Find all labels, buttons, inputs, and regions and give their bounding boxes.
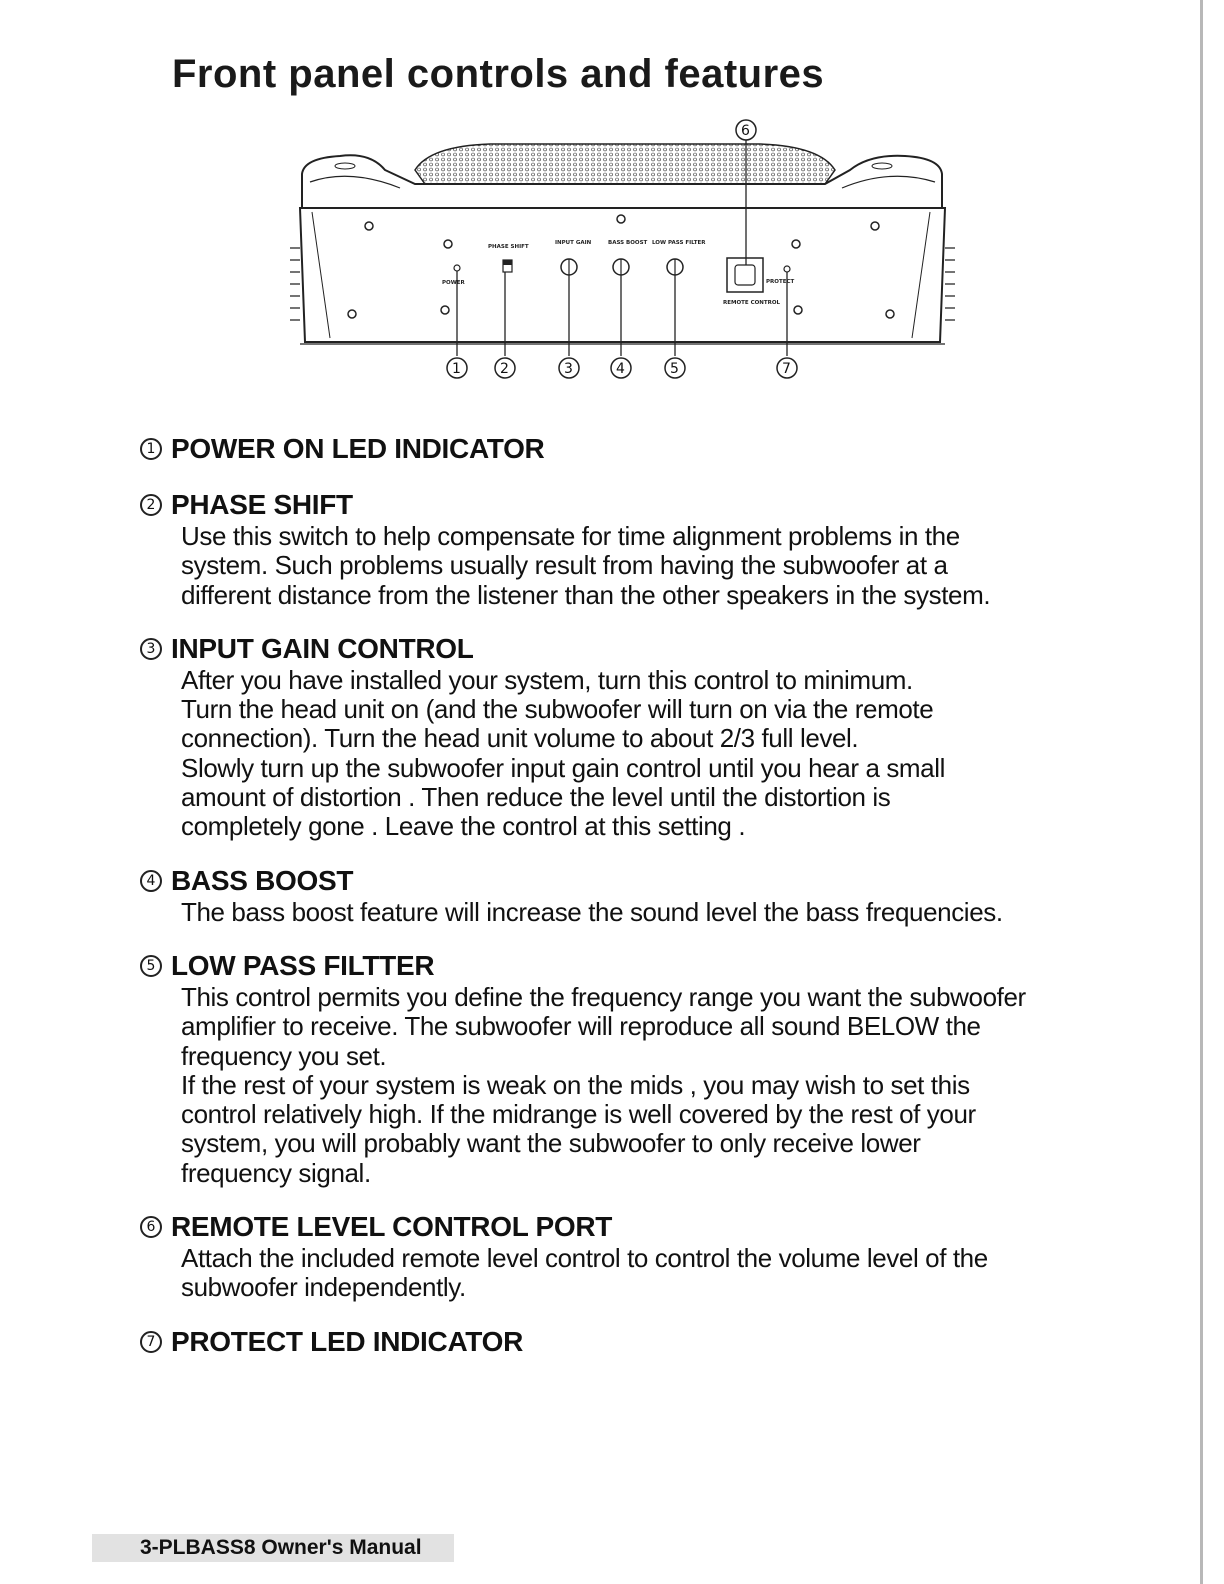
section-remote-port <box>140 1210 1180 1303</box>
section-title: PHASE SHIFT <box>171 489 353 520</box>
body-line: amplifier to receive. The subwoofer will reproduce all sound BELOW the <box>181 1011 981 1042</box>
section-number: 1 <box>140 438 162 460</box>
section-heading <box>140 949 1180 983</box>
section-heading <box>140 488 1180 522</box>
page-edge <box>1200 0 1203 1584</box>
front-panel-diagram <box>290 112 960 392</box>
panel-label-power: POWER <box>442 280 465 286</box>
footer-text: 3-PLBASS8 Owner's Manual <box>140 1536 422 1559</box>
callout-5: 5 <box>670 361 679 377</box>
section-heading <box>140 864 1180 898</box>
section-number: 3 <box>140 638 162 660</box>
section-body <box>181 1244 1180 1303</box>
section-body <box>181 666 1180 842</box>
feature-list <box>140 432 1180 1381</box>
body-line: Turn the head unit on (and the subwoofer will turn on via the remote <box>181 694 934 725</box>
section-title: BASS BOOST <box>171 864 354 896</box>
body-line: control relatively high. If the midrange is well covered by the rest of your <box>181 1099 976 1130</box>
body-line: The bass boost feature will increase the sound level the bass frequencies. <box>181 896 1003 927</box>
body-line: system. Such problems usually result from having the subwoofer at a <box>181 550 948 581</box>
section-heading <box>140 432 1180 466</box>
panel-label-bass-boost: BASS BOOST <box>608 240 648 246</box>
panel-label-phase-shift: PHASE SHIFT <box>488 244 529 250</box>
section-title: REMOTE LEVEL CONTROL PORT <box>171 1211 613 1243</box>
section-number: 7 <box>140 1331 162 1353</box>
section-heading <box>140 632 1180 666</box>
body-line: Slowly turn up the subwoofer input gain control until you hear a small <box>181 752 945 783</box>
callout-6: 6 <box>741 123 750 139</box>
section-protect-led <box>140 1325 1180 1359</box>
body-line: Use this switch to help compensate for time alignment problems in the <box>181 521 960 551</box>
section-body <box>181 983 1180 1188</box>
section-number: 5 <box>140 955 162 977</box>
page-title: Front panel controls and features <box>172 52 825 96</box>
section-phase-shift <box>140 488 1180 610</box>
section-body <box>181 898 1180 927</box>
section-body <box>181 522 1180 610</box>
body-line: amount of distortion . Then reduce the level until the distortion is <box>181 782 891 813</box>
body-line: This control permits you define the frequency range you want the subwoofer <box>181 981 1026 1012</box>
panel-label-low-pass-filter: LOW PASS FILTER <box>652 240 706 246</box>
body-line: Attach the included remote level control to control the volume level of the <box>181 1243 988 1274</box>
section-heading <box>140 1325 1180 1359</box>
callout-3: 3 <box>564 361 573 377</box>
power-led-icon <box>454 265 460 271</box>
callout-4: 4 <box>616 361 625 377</box>
section-low-pass-filter <box>140 949 1180 1188</box>
section-title: INPUT GAIN CONTROL <box>171 632 474 664</box>
page-footer <box>92 1534 454 1562</box>
section-number: 6 <box>140 1216 162 1238</box>
callout-7: 7 <box>782 361 791 377</box>
panel-label-remote-control: REMOTE CONTROL <box>723 300 781 306</box>
section-power-led <box>140 432 1180 466</box>
protect-led-icon <box>784 266 790 272</box>
section-input-gain <box>140 632 1180 842</box>
panel-label-protect: PROTECT <box>766 279 795 285</box>
body-line: completely gone . Leave the control at this setting . <box>181 811 746 842</box>
front-panel-illustration <box>290 112 960 392</box>
section-heading <box>140 1210 1180 1244</box>
panel-label-input-gain: INPUT GAIN <box>555 240 592 246</box>
body-line: system, you will probably want the subwoofer to only receive lower <box>181 1128 921 1159</box>
body-line: After you have installed your system, turn this control to minimum. <box>181 664 913 695</box>
section-title: LOW PASS FILTTER <box>171 949 435 981</box>
body-line: If the rest of your system is weak on the mids , you may wish to set this <box>181 1069 970 1100</box>
body-line: frequency you set. <box>181 1040 387 1071</box>
body-line: different distance from the listener than the other speakers in the system. <box>181 579 991 610</box>
section-bass-boost <box>140 864 1180 927</box>
body-line: frequency signal. <box>181 1157 371 1188</box>
callout-1: 1 <box>452 361 461 377</box>
body-line: connection). Turn the head unit volume to about 2/3 full level. <box>181 723 859 754</box>
callout-2: 2 <box>500 361 509 377</box>
section-number: 4 <box>140 870 162 892</box>
section-number: 2 <box>140 494 162 516</box>
section-title: POWER ON LED INDICATOR <box>171 433 545 464</box>
body-line: subwoofer independently. <box>181 1272 466 1303</box>
section-title: PROTECT LED INDICATOR <box>171 1325 523 1357</box>
